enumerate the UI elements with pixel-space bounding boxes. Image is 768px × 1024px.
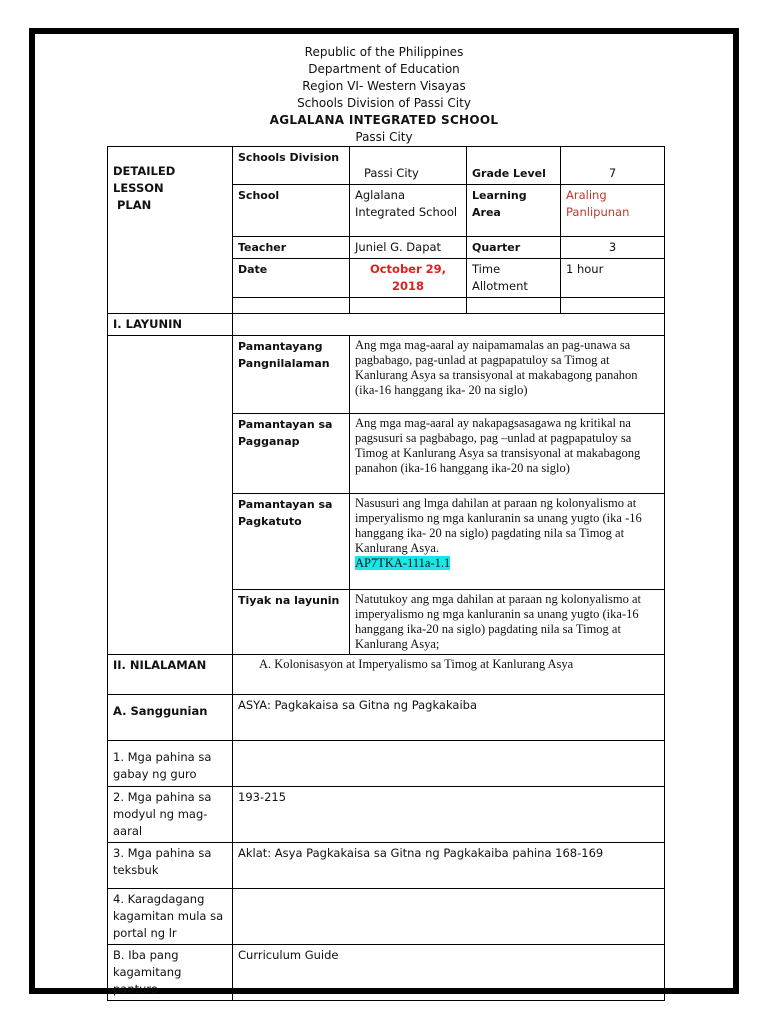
row-iba-pang-kagamitan <box>108 945 665 1001</box>
document-header <box>0 44 768 146</box>
row-schools-division <box>108 147 665 185</box>
row-layunin-heading <box>108 314 665 336</box>
teacher-label: Teacher <box>233 237 350 259</box>
row-modyul <box>108 787 665 843</box>
tiyak-na-layunin-text: Natutukoy ang mga dahilan at paraan ng kolonyalismo at imperyalismo ng mga kanluranin sa unang yugto (ika-16 hanggang ika-20 na siglo) pagdating nila sa Timog at Kanlurang Asya; <box>350 590 665 655</box>
gabay-ng-guro-value <box>233 741 665 787</box>
nilalaman-heading: II. NILALAMAN <box>108 655 233 695</box>
date-value: October 29, 2018 <box>350 259 467 298</box>
nilalaman-topic: A. Kolonisasyon at Imperyalismo sa Timog at Kanlurang Asya <box>233 655 665 695</box>
header-department: Department of Education <box>308 62 460 76</box>
teksbuk-value: Aklat: Asya Pagkakaisa sa Gitna ng Pagkakaiba pahina 168-169 <box>233 843 665 889</box>
pamantayang-pangnilalaman-text: Ang mga mag-aaral ay naipamamalas an pag-unawa sa pagbabago, pag-unlad at pagpapatuloy sa Timog at Kanlurang Asya sa transisyonal at makabagong panahon (ika-16 hanggang ika- 20 na siglo) <box>350 336 665 414</box>
learning-area-value: Araling Panlipunan <box>561 185 665 237</box>
row-pamantayang-pangnilalaman <box>108 336 665 414</box>
karagdagang-kagamitan-label: 4. Karagdagang kagamitan mula sa portal ng lr <box>108 889 233 945</box>
school-value: Aglalana Integrated School <box>350 185 467 237</box>
row-gabay-ng-guro <box>108 741 665 787</box>
schools-division-label: Schools Division <box>233 147 350 185</box>
modyul-value: 193-215 <box>233 787 665 843</box>
header-republic: Republic of the Philippines <box>304 45 464 59</box>
school-label: School <box>233 185 350 237</box>
grade-level-label: Grade Level <box>467 147 561 185</box>
learning-area-label: Learning Area <box>467 185 561 237</box>
competency-code: AP7TKA-111a-1.1 <box>355 556 451 570</box>
pamantayan-pagkatuto-cell <box>350 494 665 590</box>
lesson-plan-table <box>107 146 665 1001</box>
sanggunian-value: ASYA: Pagkakaisa sa Gitna ng Pagkakaiba <box>233 695 665 741</box>
time-allotment-label: Time Allotment <box>467 259 561 298</box>
quarter-value: 3 <box>561 237 665 259</box>
pamantayan-pagganap-label: Pamantayan sa Pagganap <box>233 414 350 494</box>
header-school: AGLALANA INTEGRATED SCHOOL <box>269 113 499 127</box>
pamantayan-pagkatuto-label: Pamantayan sa Pagkatuto <box>233 494 350 590</box>
time-allotment-value: 1 hour <box>561 259 665 298</box>
modyul-label: 2. Mga pahina sa modyul ng mag-aaral <box>108 787 233 843</box>
sanggunian-heading: A. Sanggunian <box>108 695 233 741</box>
header-city: Passi City <box>355 130 413 144</box>
dlp-title: DETAILED LESSON PLAN <box>108 147 233 314</box>
row-sanggunian <box>108 695 665 741</box>
iba-pang-kagamitan-label: B. Iba pang kagamitang panturo <box>108 945 233 1001</box>
iba-pang-kagamitan-value: Curriculum Guide <box>233 945 665 1001</box>
gabay-ng-guro-label: 1. Mga pahina sa gabay ng guro <box>108 741 233 787</box>
header-division: Schools Division of Passi City <box>297 96 471 110</box>
header-region: Region VI- Western Visayas <box>302 79 466 93</box>
layunin-heading: I. LAYUNIN <box>108 314 233 336</box>
pamantayang-pangnilalaman-label: Pamantayang Pangnilalaman <box>233 336 350 414</box>
row-nilalaman <box>108 655 665 695</box>
quarter-label: Quarter <box>467 237 561 259</box>
row-teksbuk <box>108 843 665 889</box>
pamantayan-pagganap-text: Ang mga mag-aaral ay nakapagsasagawa ng kritikal na pagsusuri sa pagbabago, pag –unlad at pagpapatuloy sa Timog at Kanlurang Asya sa transisyonal at makabagong panahon (ika-16 hanggang ika-20 na siglo) <box>350 414 665 494</box>
karagdagang-kagamitan-value <box>233 889 665 945</box>
grade-level-value: 7 <box>561 147 665 185</box>
row-karagdagang-kagamitan <box>108 889 665 945</box>
tiyak-na-layunin-label: Tiyak na layunin <box>233 590 350 655</box>
pamantayan-pagkatuto-text: Nasusuri ang lmga dahilan at paraan ng kolonyalismo at imperyalismo ng mga kanluranin sa unang yugto (ika -16 hanggang ika- 20 na siglo) pagdating nila sa Timog at Kanlurang Asya. <box>355 496 642 555</box>
teksbuk-label: 3. Mga pahina sa teksbuk <box>108 843 233 889</box>
date-label: Date <box>233 259 350 298</box>
schools-division-value: Passi City <box>350 147 467 185</box>
teacher-value: Juniel G. Dapat <box>350 237 467 259</box>
